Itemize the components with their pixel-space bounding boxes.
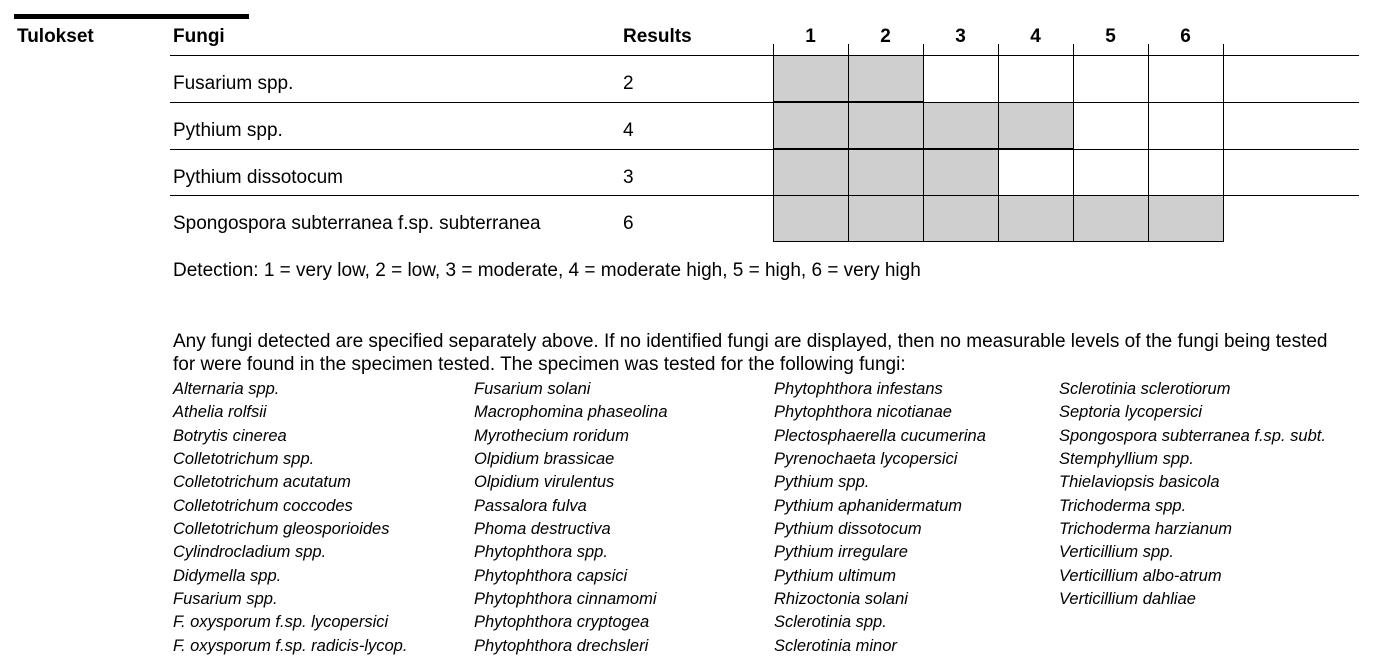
detection-cell [923, 149, 999, 196]
tested-fungus: Thielaviopsis basicola [1059, 473, 1220, 492]
tested-fungus: Plectosphaerella cucumerina [774, 426, 986, 445]
scale-label: 6 [1180, 26, 1191, 47]
tested-fungus: Trichoderma harzianum [1059, 520, 1233, 539]
tested-fungus: Alternaria spp. [173, 380, 280, 398]
tested-fungus: Colletotrichum coccodes [173, 496, 353, 515]
fungi-column-header: Fungi [173, 26, 225, 47]
detection-cell [1148, 195, 1224, 242]
tested-fungus: Verticillium albo-atrum [1059, 566, 1222, 585]
tested-fungus: Rhizoctonia solani [774, 590, 908, 609]
header-rule [14, 14, 249, 19]
tested-fungus: Pythium spp. [774, 473, 870, 492]
detection-cell [773, 102, 849, 149]
result-value: 3 [623, 167, 634, 188]
tested-fungi-column-2 [474, 378, 668, 658]
scale-tick [1073, 44, 1074, 55]
tested-fungus: Sclerotinia spp. [774, 613, 887, 632]
detection-cell [1073, 195, 1149, 242]
tested-fungus: Botrytis cinerea [173, 426, 287, 445]
tested-fungus: F. oxysporum f.sp. lycopersici [173, 613, 389, 632]
grid-line [1223, 149, 1224, 196]
tested-fungi-column-1 [173, 378, 407, 658]
tested-fungus: Phytophthora nicotianae [774, 403, 952, 422]
tested-fungus: Pythium ultimum [774, 566, 896, 585]
grid-line [1148, 149, 1149, 196]
scale-label: 4 [1030, 26, 1041, 47]
tested-fungus: Spongospora subterranea f.sp. subt. [1059, 426, 1326, 445]
tested-fungus: Olpidium brassicae [474, 450, 615, 469]
tested-fungus: Phoma destructiva [474, 520, 611, 539]
row-divider [170, 102, 1359, 103]
grid-line [1223, 102, 1224, 149]
scale-tick [998, 44, 999, 55]
detection-cell [773, 55, 849, 102]
tested-fungus: Sclerotinia minor [774, 636, 897, 655]
tested-fungi-column-3 [774, 378, 986, 658]
result-value: 4 [623, 120, 634, 141]
grid-line [1148, 102, 1149, 149]
scale-tick [923, 44, 924, 55]
tested-fungus: Verticillium dahliae [1059, 590, 1196, 609]
detection-cell [848, 55, 924, 102]
scale-tick [848, 44, 849, 55]
detection-cell [998, 102, 1074, 149]
tested-fungus: Macrophomina phaseolina [474, 403, 668, 422]
scale-label: 5 [1105, 26, 1116, 47]
tested-fungus: Phytophthora infestans [774, 380, 943, 398]
detection-cell [848, 102, 924, 149]
tested-fungus: Septoria lycopersici [1059, 403, 1203, 422]
tested-fungus: Myrothecium roridum [474, 426, 629, 445]
detection-cell [773, 195, 849, 242]
grid-line [1073, 102, 1074, 149]
tested-fungus: Pythium irregulare [774, 543, 908, 562]
tested-fungus: Phytophthora capsici [474, 566, 628, 585]
tested-fungus: Olpidium virulentus [474, 473, 615, 492]
results-column-header: Results [623, 26, 692, 47]
tested-fungus: Pythium dissotocum [774, 520, 922, 539]
section-label: Tulokset [17, 26, 94, 47]
tested-fungus: Passalora fulva [474, 496, 587, 515]
tested-fungus: Colletotrichum acutatum [173, 473, 351, 492]
tested-fungus: Athelia rolfsii [173, 403, 267, 422]
grid-line [1223, 55, 1224, 102]
detection-cell [923, 102, 999, 149]
tested-fungus: Phytophthora spp. [474, 543, 608, 562]
grid-line [1073, 149, 1074, 196]
scale-label: 1 [805, 26, 816, 47]
tested-fungus: Phytophthora drechsleri [474, 636, 649, 655]
fungus-name: Pythium dissotocum [173, 167, 344, 188]
tested-fungus: Colletotrichum gleosporioides [173, 520, 390, 539]
tested-fungus: Sclerotinia sclerotiorum [1059, 380, 1231, 398]
detection-cell [998, 195, 1074, 242]
scale-tick [1148, 44, 1149, 55]
tested-fungus: Phytophthora cryptogea [474, 613, 650, 632]
result-value: 2 [623, 73, 634, 94]
result-value: 6 [623, 213, 634, 234]
detection-cell [848, 149, 924, 196]
scale-label: 2 [880, 26, 891, 47]
scale-label: 3 [955, 26, 966, 47]
grid-line [1148, 55, 1149, 102]
detection-cell [848, 195, 924, 242]
grid-line [1073, 55, 1074, 102]
tested-fungus: Trichoderma spp. [1059, 496, 1187, 515]
fungus-name: Spongospora subterranea f.sp. subterranea [173, 213, 541, 234]
tested-fungus: Pythium aphanidermatum [774, 496, 963, 515]
tested-note: Any fungi detected are specified separately above. If no identified fungi are displayed, then no measurable levels of the fungi being tested for were found in the specimen tested. The specimen was tested for the following fungi: [173, 331, 1328, 375]
tested-fungus: Didymella spp. [173, 566, 282, 585]
tested-fungus: Phytophthora cinnamomi [474, 590, 657, 609]
fungus-name: Pythium spp. [173, 120, 283, 141]
row-divider [170, 149, 1359, 150]
grid-line [998, 55, 999, 102]
grid-line [1223, 195, 1224, 242]
scale-tick [773, 44, 774, 55]
tested-fungi-column-4 [1059, 378, 1326, 611]
tested-fungus: F. oxysporum f.sp. radicis-lycop. [173, 636, 408, 655]
tested-fungus: Pyrenochaeta lycopersici [774, 450, 958, 469]
detection-legend: Detection: 1 = very low, 2 = low, 3 = moderate, 4 = moderate high, 5 = high, 6 = very high [173, 260, 921, 281]
header-divider [170, 55, 1359, 56]
scale-tick [1223, 44, 1224, 55]
detection-cell [923, 195, 999, 242]
grid-line [998, 149, 999, 196]
tested-fungus: Verticillium spp. [1059, 543, 1174, 562]
tested-fungus: Fusarium solani [474, 380, 591, 398]
tested-fungus: Cylindrocladium spp. [173, 543, 327, 562]
grid-line [923, 55, 924, 102]
tested-fungus: Colletotrichum spp. [173, 450, 315, 469]
tested-fungus: Fusarium spp. [173, 590, 278, 609]
fungus-name: Fusarium spp. [173, 73, 294, 94]
tested-fungus: Stemphyllium spp. [1059, 450, 1194, 469]
detection-cell [773, 149, 849, 196]
